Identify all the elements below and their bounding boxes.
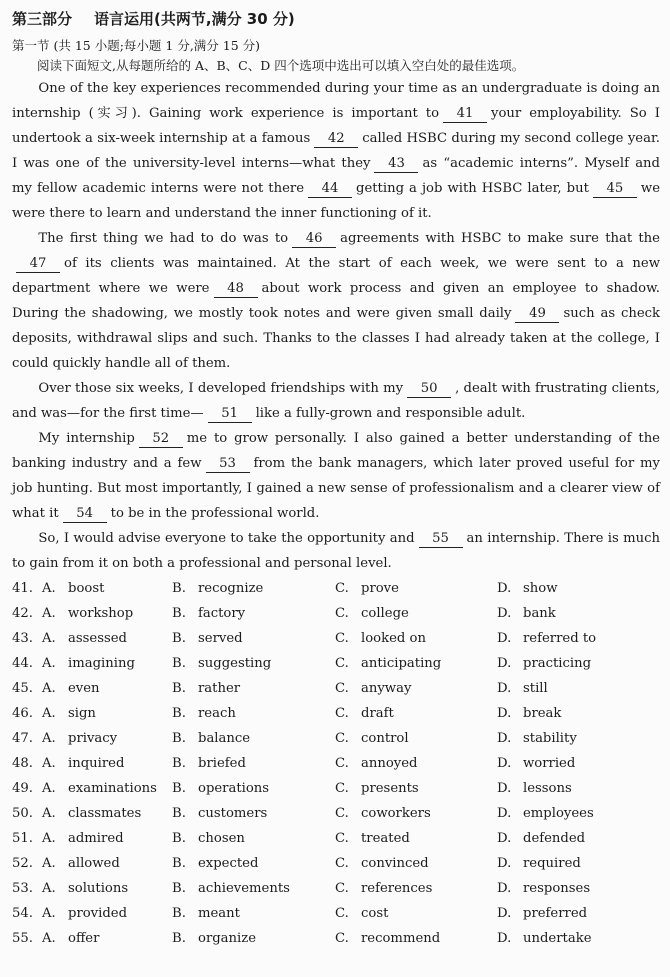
- option-text: looked on: [361, 631, 426, 646]
- option-text: assessed: [68, 631, 127, 646]
- option-b[interactable]: [172, 826, 335, 851]
- option-a[interactable]: [42, 826, 172, 851]
- option-text: boost: [68, 581, 105, 596]
- option-letter: A.: [42, 906, 56, 921]
- option-letter: B.: [172, 731, 186, 746]
- option-letter: A.: [42, 681, 56, 696]
- question-number: 43.: [12, 631, 33, 646]
- option-text: suggesting: [198, 656, 272, 671]
- option-b[interactable]: [172, 651, 335, 676]
- option-c[interactable]: [335, 926, 497, 951]
- option-d[interactable]: [497, 826, 647, 851]
- option-b[interactable]: [172, 626, 335, 651]
- option-letter: B.: [172, 806, 186, 821]
- passage-text: your employability. So I undertook a six-week internship at a famous: [12, 106, 660, 146]
- cloze-passage: [12, 76, 660, 576]
- blank-44: 44: [308, 180, 352, 198]
- option-c[interactable]: [335, 726, 497, 751]
- option-text: presents: [361, 781, 419, 796]
- option-letter: D.: [497, 731, 512, 746]
- option-text: lessons: [523, 781, 572, 796]
- option-text: classmates: [68, 806, 142, 821]
- option-text: referred to: [523, 631, 597, 646]
- passage-paragraph-1: [12, 76, 660, 226]
- option-a[interactable]: [42, 751, 172, 776]
- part-number: 第三部分: [12, 10, 73, 28]
- blank-54: 54: [63, 505, 107, 523]
- passage-text: like a fully-grown and responsible adult.: [255, 406, 526, 421]
- option-text: anticipating: [361, 656, 442, 671]
- question-row: [12, 676, 660, 701]
- option-c[interactable]: [335, 626, 497, 651]
- passage-text: The first thing we had to do was to: [38, 231, 289, 246]
- option-letter: A.: [42, 756, 56, 771]
- blank-51: 51: [208, 405, 252, 423]
- question-row: [12, 826, 660, 851]
- question-row: [12, 776, 660, 801]
- option-letter: D.: [497, 656, 512, 671]
- option-d[interactable]: [497, 651, 647, 676]
- option-letter: D.: [497, 756, 512, 771]
- passage-text: an internship. There is much to gain from it on both a professional and personal level.: [12, 531, 660, 571]
- option-text: even: [68, 681, 100, 696]
- blank-53: 53: [206, 455, 250, 473]
- option-text: convinced: [361, 856, 429, 871]
- blank-46: 46: [292, 230, 336, 248]
- option-text: offer: [68, 931, 100, 946]
- option-a[interactable]: [42, 876, 172, 901]
- option-a[interactable]: [42, 601, 172, 626]
- option-letter: C.: [335, 681, 349, 696]
- blank-47: 47: [16, 255, 60, 273]
- question-number: 46.: [12, 706, 33, 721]
- option-b[interactable]: [172, 701, 335, 726]
- option-text: anyway: [361, 681, 412, 696]
- option-text: customers: [198, 806, 268, 821]
- question-row: [12, 651, 660, 676]
- option-text: defended: [523, 831, 586, 846]
- option-text: draft: [361, 706, 394, 721]
- option-letter: B.: [172, 756, 186, 771]
- option-text: references: [361, 881, 433, 896]
- answer-options: [12, 576, 660, 951]
- passage-text: called HSBC during my second college year. I was one of the university-level interns—what they: [12, 131, 660, 171]
- option-letter: B.: [172, 581, 186, 596]
- option-d[interactable]: [497, 901, 647, 926]
- option-b[interactable]: [172, 676, 335, 701]
- option-c[interactable]: [335, 601, 497, 626]
- passage-paragraph-2: [12, 226, 660, 376]
- option-letter: D.: [497, 781, 512, 796]
- option-letter: D.: [497, 881, 512, 896]
- blank-42: 42: [314, 130, 358, 148]
- option-a[interactable]: [42, 901, 172, 926]
- option-text: rather: [198, 681, 241, 696]
- question-number: 54.: [12, 906, 33, 921]
- passage-text: One of the key experiences recommended during your time as an undergraduate is doing an internship (实习). Gaining work experience is important to: [12, 81, 660, 121]
- option-b[interactable]: [172, 576, 335, 601]
- option-letter: B.: [172, 681, 186, 696]
- option-c[interactable]: [335, 826, 497, 851]
- option-text: stability: [523, 731, 577, 746]
- option-text: preferred: [523, 906, 588, 921]
- option-letter: B.: [172, 906, 186, 921]
- question-row: [12, 701, 660, 726]
- passage-text: to be in the professional world.: [110, 506, 320, 521]
- option-letter: B.: [172, 781, 186, 796]
- option-letter: D.: [497, 906, 512, 921]
- option-a[interactable]: [42, 651, 172, 676]
- passage-text: about work process and given an employee to shadow. During the shadowing, we mostly took notes and were given small daily: [12, 281, 660, 321]
- option-c[interactable]: [335, 676, 497, 701]
- option-letter: C.: [335, 581, 349, 596]
- blank-43: 43: [374, 155, 418, 173]
- option-d[interactable]: [497, 676, 647, 701]
- option-b[interactable]: [172, 926, 335, 951]
- option-text: recommend: [361, 931, 441, 946]
- option-letter: A.: [42, 831, 56, 846]
- passage-text: me to grow personally. I also gained a better understanding of the banking industry and a few: [12, 431, 660, 471]
- option-letter: D.: [497, 856, 512, 871]
- option-a[interactable]: [42, 676, 172, 701]
- option-text: expected: [198, 856, 259, 871]
- option-text: briefed: [198, 756, 246, 771]
- question-number: 51.: [12, 831, 33, 846]
- option-c[interactable]: [335, 801, 497, 826]
- option-text: privacy: [68, 731, 118, 746]
- question-number: 48.: [12, 756, 33, 771]
- option-letter: A.: [42, 856, 56, 871]
- question-row: [12, 901, 660, 926]
- option-text: undertake: [523, 931, 592, 946]
- option-letter: B.: [172, 656, 186, 671]
- option-b[interactable]: [172, 801, 335, 826]
- option-c[interactable]: [335, 651, 497, 676]
- option-letter: C.: [335, 731, 349, 746]
- option-c[interactable]: [335, 576, 497, 601]
- question-number: 47.: [12, 731, 33, 746]
- option-b[interactable]: [172, 751, 335, 776]
- option-a[interactable]: [42, 776, 172, 801]
- option-letter: B.: [172, 706, 186, 721]
- option-letter: C.: [335, 931, 349, 946]
- question-number: 52.: [12, 856, 33, 871]
- option-text: coworkers: [361, 806, 431, 821]
- question-row: [12, 751, 660, 776]
- option-letter: C.: [335, 606, 349, 621]
- option-letter: C.: [335, 781, 349, 796]
- option-letter: C.: [335, 756, 349, 771]
- option-c[interactable]: [335, 876, 497, 901]
- option-letter: A.: [42, 781, 56, 796]
- option-text: served: [198, 631, 243, 646]
- option-a[interactable]: [42, 801, 172, 826]
- passage-paragraph-4: [12, 426, 660, 526]
- option-c[interactable]: [335, 901, 497, 926]
- option-text: break: [523, 706, 562, 721]
- option-letter: A.: [42, 806, 56, 821]
- option-d[interactable]: [497, 751, 647, 776]
- option-letter: B.: [172, 831, 186, 846]
- part-heading: [12, 8, 660, 30]
- passage-text: such as check deposits, withdrawal slips and such. Thanks to the classes I had already taken at the college, I could quickly handle all of them.: [12, 306, 661, 371]
- question-row: [12, 576, 660, 601]
- option-letter: B.: [172, 856, 186, 871]
- option-letter: D.: [497, 631, 512, 646]
- blank-50: 50: [407, 380, 451, 398]
- question-row: [12, 926, 660, 951]
- option-text: show: [523, 581, 558, 596]
- blank-41: 41: [443, 105, 487, 123]
- question-row: [12, 726, 660, 751]
- option-letter: D.: [497, 831, 512, 846]
- option-letter: A.: [42, 931, 56, 946]
- option-letter: B.: [172, 606, 186, 621]
- option-text: treated: [361, 831, 410, 846]
- option-a[interactable]: [42, 626, 172, 651]
- question-number: 53.: [12, 881, 33, 896]
- option-d[interactable]: [497, 851, 647, 876]
- option-letter: C.: [335, 881, 349, 896]
- option-letter: D.: [497, 581, 512, 596]
- question-number: 44.: [12, 656, 33, 671]
- passage-text: as “academic interns”. Myself and my fellow academic interns were not there: [12, 156, 660, 196]
- option-d[interactable]: [497, 701, 647, 726]
- option-text: achievements: [198, 881, 290, 896]
- option-text: inquired: [68, 756, 125, 771]
- option-text: examinations: [68, 781, 157, 796]
- blank-55: 55: [419, 530, 463, 548]
- option-text: balance: [198, 731, 251, 746]
- option-d[interactable]: [497, 926, 647, 951]
- option-letter: C.: [335, 806, 349, 821]
- option-b[interactable]: [172, 726, 335, 751]
- part-name: 语言运用(共两节,满分 30 分): [94, 10, 295, 28]
- option-letter: A.: [42, 606, 56, 621]
- question-number: 55.: [12, 931, 33, 946]
- passage-text: of its clients was maintained. At the start of each week, we were sent to a new department where we were: [12, 256, 660, 296]
- option-a[interactable]: [42, 926, 172, 951]
- option-b[interactable]: [172, 601, 335, 626]
- option-text: meant: [198, 906, 240, 921]
- option-letter: B.: [172, 931, 186, 946]
- option-text: chosen: [198, 831, 245, 846]
- option-text: factory: [198, 606, 246, 621]
- blank-49: 49: [515, 305, 559, 323]
- question-number: 45.: [12, 681, 33, 696]
- passage-text: My internship: [38, 431, 135, 446]
- option-d[interactable]: [497, 876, 647, 901]
- option-letter: D.: [497, 806, 512, 821]
- passage-text: getting a job with HSBC later, but: [356, 181, 589, 196]
- option-letter: A.: [42, 631, 56, 646]
- option-text: imagining: [68, 656, 135, 671]
- question-row: [12, 851, 660, 876]
- option-d[interactable]: [497, 576, 647, 601]
- option-text: operations: [198, 781, 270, 796]
- passage-text: Over those six weeks, I developed friendships with my: [38, 381, 404, 396]
- passage-text: , dealt with frustrating clients, and was—for the first time—: [12, 381, 660, 421]
- option-d[interactable]: [497, 726, 647, 751]
- option-b[interactable]: [172, 776, 335, 801]
- option-letter: D.: [497, 706, 512, 721]
- option-text: college: [361, 606, 409, 621]
- option-a[interactable]: [42, 576, 172, 601]
- option-text: organize: [198, 931, 257, 946]
- option-letter: B.: [172, 881, 186, 896]
- option-letter: B.: [172, 631, 186, 646]
- option-text: worried: [523, 756, 576, 771]
- option-letter: A.: [42, 581, 56, 596]
- option-letter: D.: [497, 681, 512, 696]
- option-text: reach: [198, 706, 236, 721]
- option-text: annoyed: [361, 756, 418, 771]
- question-number: 49.: [12, 781, 33, 796]
- option-text: employees: [523, 806, 594, 821]
- option-c[interactable]: [335, 701, 497, 726]
- option-letter: A.: [42, 731, 56, 746]
- option-c[interactable]: [335, 851, 497, 876]
- option-text: sign: [68, 706, 96, 721]
- section-title: 第一节 (共 15 小题;每小题 1 分,满分 15 分): [12, 38, 261, 53]
- question-number: 42.: [12, 606, 33, 621]
- passage-text: So, I would advise everyone to take the opportunity and: [38, 531, 415, 546]
- option-c[interactable]: [335, 776, 497, 801]
- option-text: provided: [68, 906, 128, 921]
- option-text: bank: [523, 606, 556, 621]
- option-letter: C.: [335, 656, 349, 671]
- option-letter: C.: [335, 706, 349, 721]
- option-text: cost: [361, 906, 389, 921]
- option-c[interactable]: [335, 751, 497, 776]
- option-b[interactable]: [172, 876, 335, 901]
- option-letter: C.: [335, 856, 349, 871]
- option-text: prove: [361, 581, 399, 596]
- question-number: 50.: [12, 806, 33, 821]
- option-a[interactable]: [42, 726, 172, 751]
- blank-52: 52: [139, 430, 183, 448]
- option-d[interactable]: [497, 776, 647, 801]
- option-letter: A.: [42, 706, 56, 721]
- option-text: solutions: [68, 881, 129, 896]
- option-text: required: [523, 856, 581, 871]
- question-row: [12, 626, 660, 651]
- question-row: [12, 601, 660, 626]
- option-text: still: [523, 681, 548, 696]
- section-instruction: 阅读下面短文,从每题所给的 A、B、C、D 四个选项中选出可以填入空白处的最佳选项。: [37, 58, 525, 73]
- option-letter: A.: [42, 881, 56, 896]
- option-text: workshop: [68, 606, 134, 621]
- option-text: practicing: [523, 656, 592, 671]
- option-letter: A.: [42, 656, 56, 671]
- option-b[interactable]: [172, 851, 335, 876]
- option-d[interactable]: [497, 626, 647, 651]
- option-text: recognize: [198, 581, 264, 596]
- option-letter: C.: [335, 831, 349, 846]
- option-letter: C.: [335, 631, 349, 646]
- option-a[interactable]: [42, 851, 172, 876]
- option-text: allowed: [68, 856, 120, 871]
- passage-text: agreements with HSBC to make sure that the: [340, 231, 660, 246]
- blank-45: 45: [593, 180, 637, 198]
- option-letter: D.: [497, 931, 512, 946]
- option-letter: C.: [335, 906, 349, 921]
- option-text: control: [361, 731, 409, 746]
- blank-48: 48: [214, 280, 258, 298]
- option-d[interactable]: [497, 601, 647, 626]
- option-text: admired: [68, 831, 124, 846]
- passage-paragraph-5: [12, 526, 660, 576]
- question-row: [12, 876, 660, 901]
- option-text: responses: [523, 881, 591, 896]
- passage-text: from the bank managers, which later proved useful for my job hunting. But most importantly, I gained a new sense of professionalism and a clearer view of what it: [12, 456, 660, 521]
- question-row: [12, 801, 660, 826]
- passage-paragraph-3: [12, 376, 660, 426]
- passage-text: we were there to learn and understand the inner functioning of it.: [12, 181, 660, 221]
- option-letter: D.: [497, 606, 512, 621]
- question-number: 41.: [12, 581, 33, 596]
- option-a[interactable]: [42, 701, 172, 726]
- option-b[interactable]: [172, 901, 335, 926]
- option-d[interactable]: [497, 801, 647, 826]
